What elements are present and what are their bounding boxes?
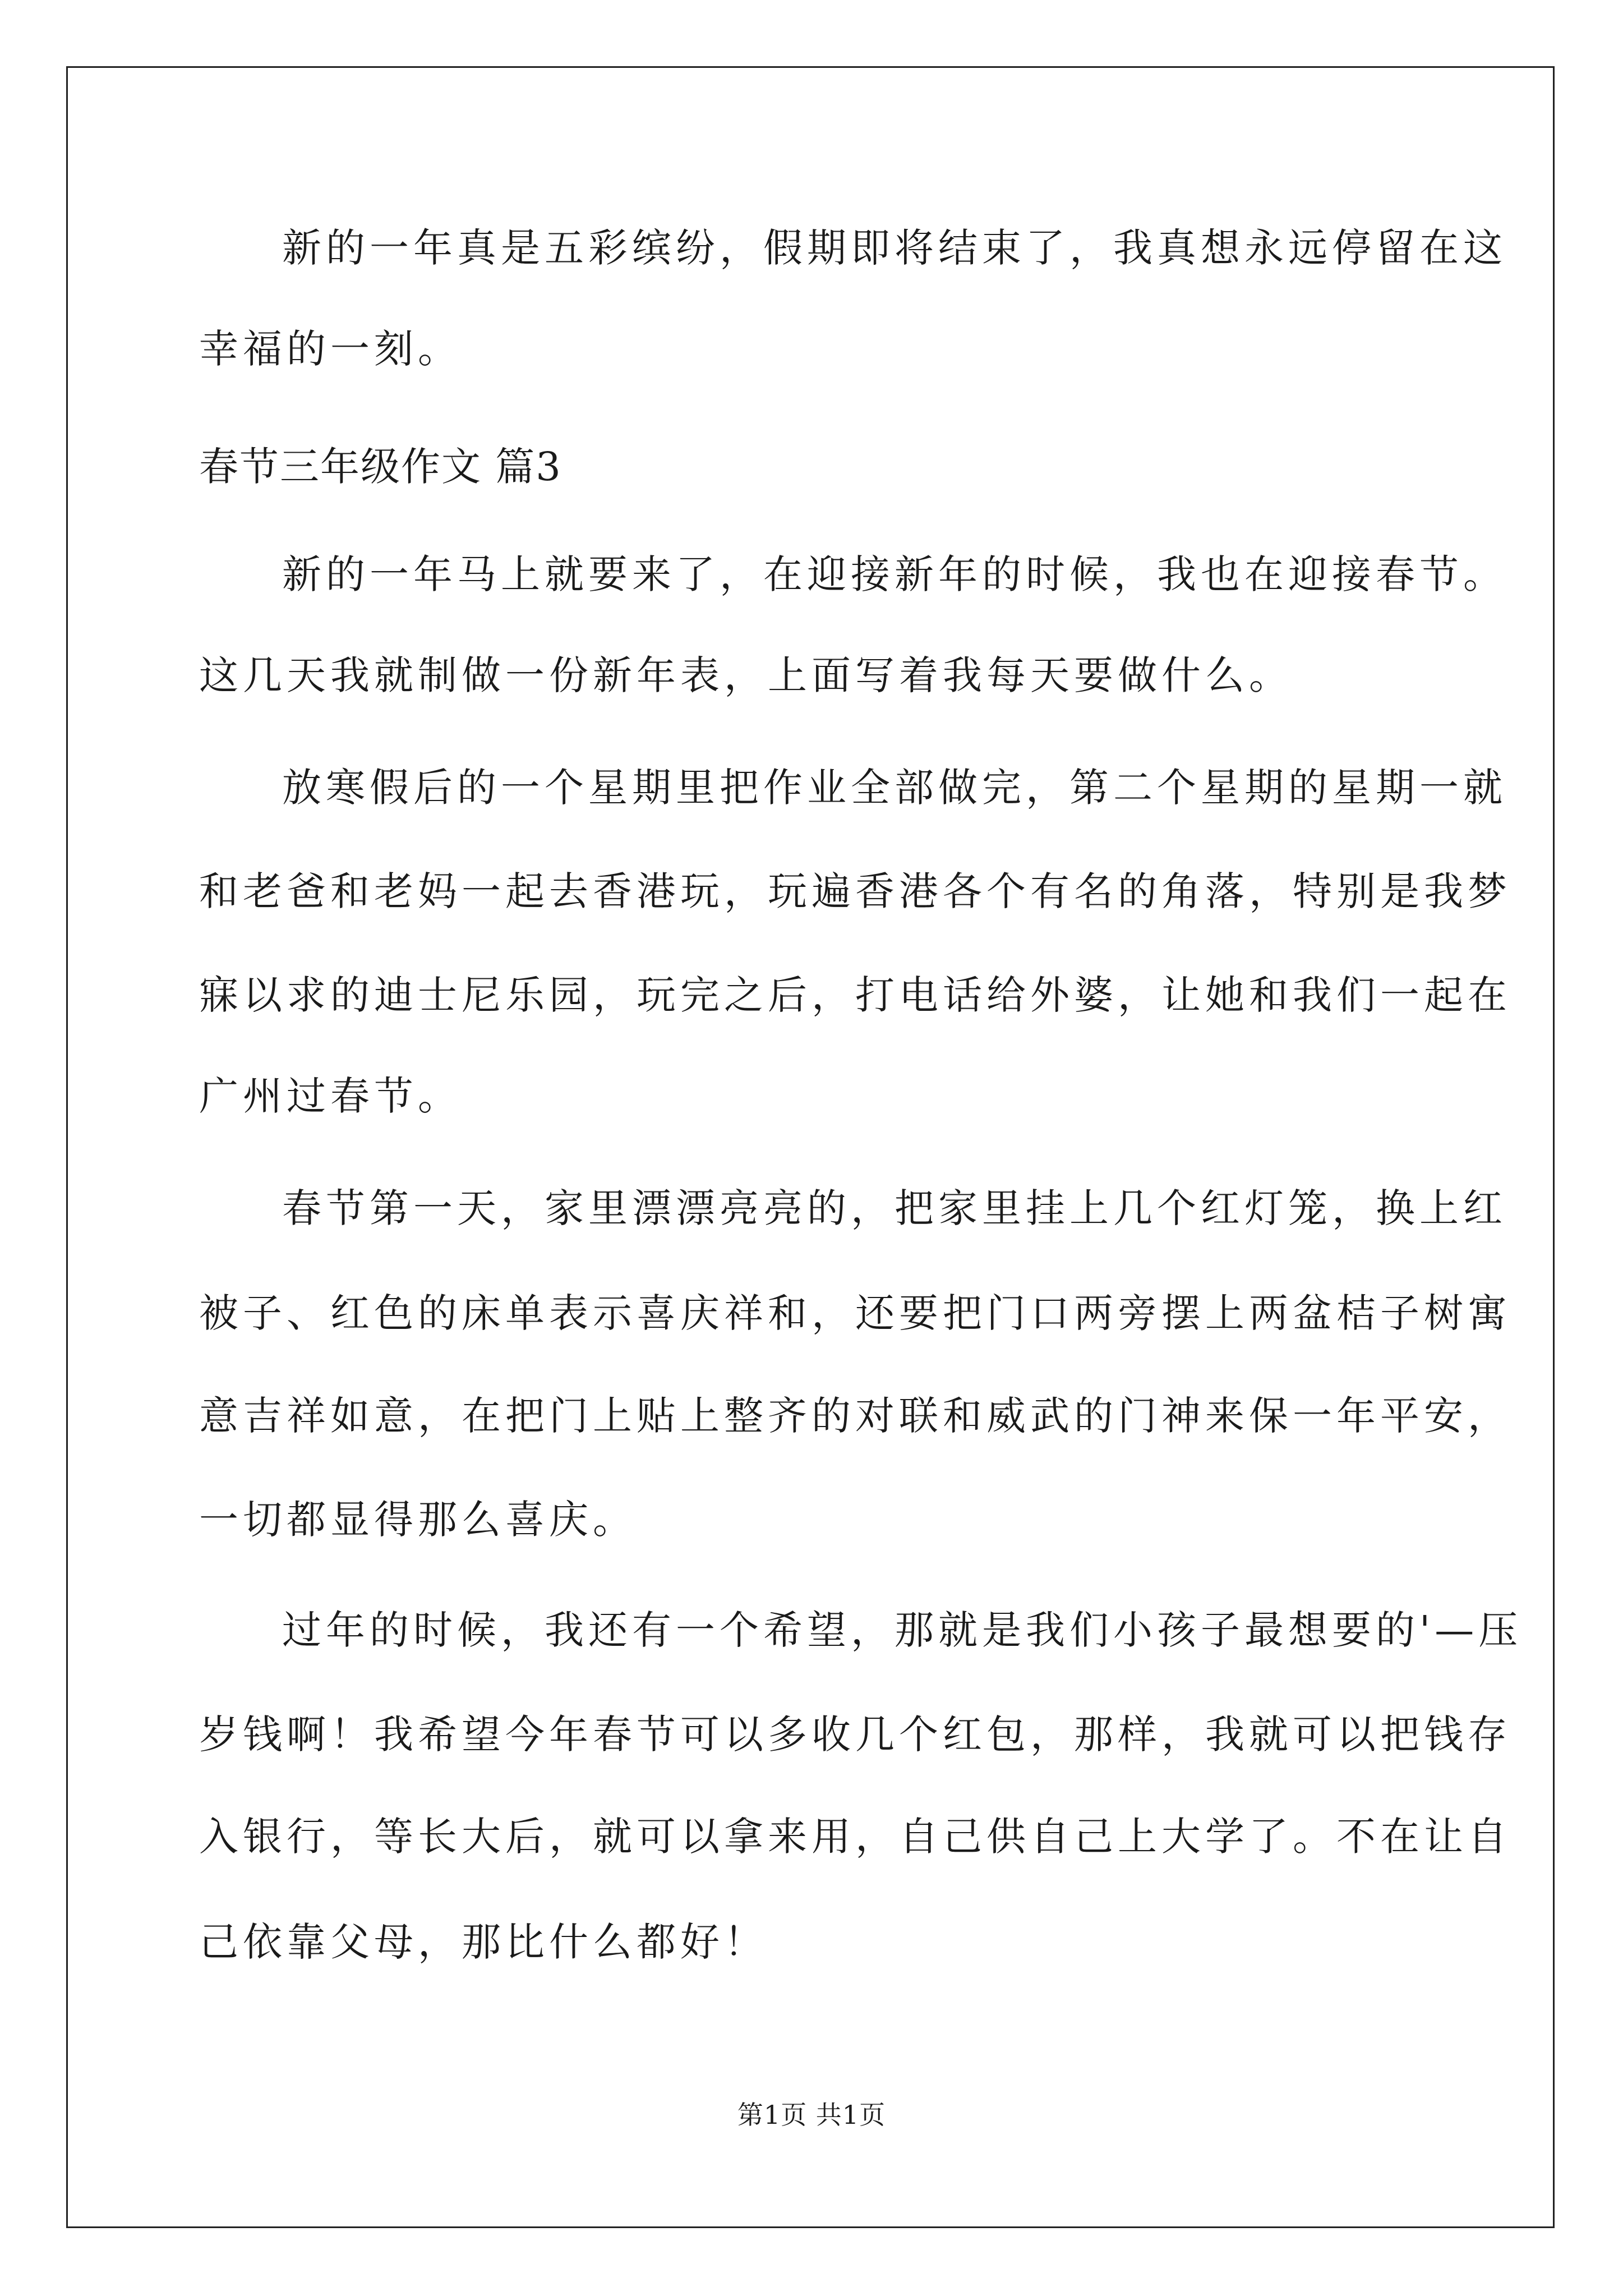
- paragraph-line: 幸福的一刻。: [199, 326, 462, 372]
- paragraph-line: 己依靠父母，那比什么都好！: [199, 1919, 768, 1965]
- paragraph-line: 放寒假后的一个星期里把作业全部做完，第二个星期的星期一就: [282, 765, 1507, 811]
- paragraph-line: 广州过春节。: [199, 1073, 462, 1119]
- section-heading: 春节三年级作文 篇3: [199, 444, 562, 490]
- paragraph-line: 入银行，等长大后，就可以拿来用，自己供自己上大学了。不在让自: [199, 1814, 1511, 1860]
- paragraph-line: 春节第一天，家里漂漂亮亮的，把家里挂上几个红灯笼，换上红: [282, 1185, 1507, 1231]
- paragraph-line: 和老爸和老妈一起去香港玩，玩遍香港各个有名的角落，特别是我梦: [199, 868, 1511, 914]
- paragraph-line: 这几天我就制做一份新年表，上面写着我每天要做什么。: [199, 652, 1293, 698]
- page-border: [66, 66, 1555, 2228]
- paragraph-line: 意吉祥如意，在把门上贴上整齐的对联和威武的门神来保一年平安，: [199, 1393, 1511, 1439]
- paragraph-line: 新的一年马上就要来了，在迎接新年的时候，我也在迎接春节。: [282, 551, 1507, 597]
- paragraph-line: 一切都显得那么喜庆。: [199, 1497, 637, 1543]
- paragraph-line: 新的一年真是五彩缤纷，假期即将结束了，我真想永远停留在这: [282, 225, 1507, 271]
- paragraph-line: 过年的时候，我还有一个希望，那就是我们小孩子最想要的'—压: [282, 1607, 1523, 1653]
- paragraph-line: 寐以求的迪士尼乐园，玩完之后，打电话给外婆，让她和我们一起在: [199, 972, 1511, 1018]
- paragraph-line: 岁钱啊！我希望今年春节可以多收几个红包，那样，我就可以把钱存: [199, 1711, 1511, 1757]
- page-footer: 第1页 共1页: [737, 2100, 886, 2130]
- paragraph-line: 被子、红色的床单表示喜庆祥和，还要把门口两旁摆上两盆桔子树寓: [199, 1290, 1511, 1336]
